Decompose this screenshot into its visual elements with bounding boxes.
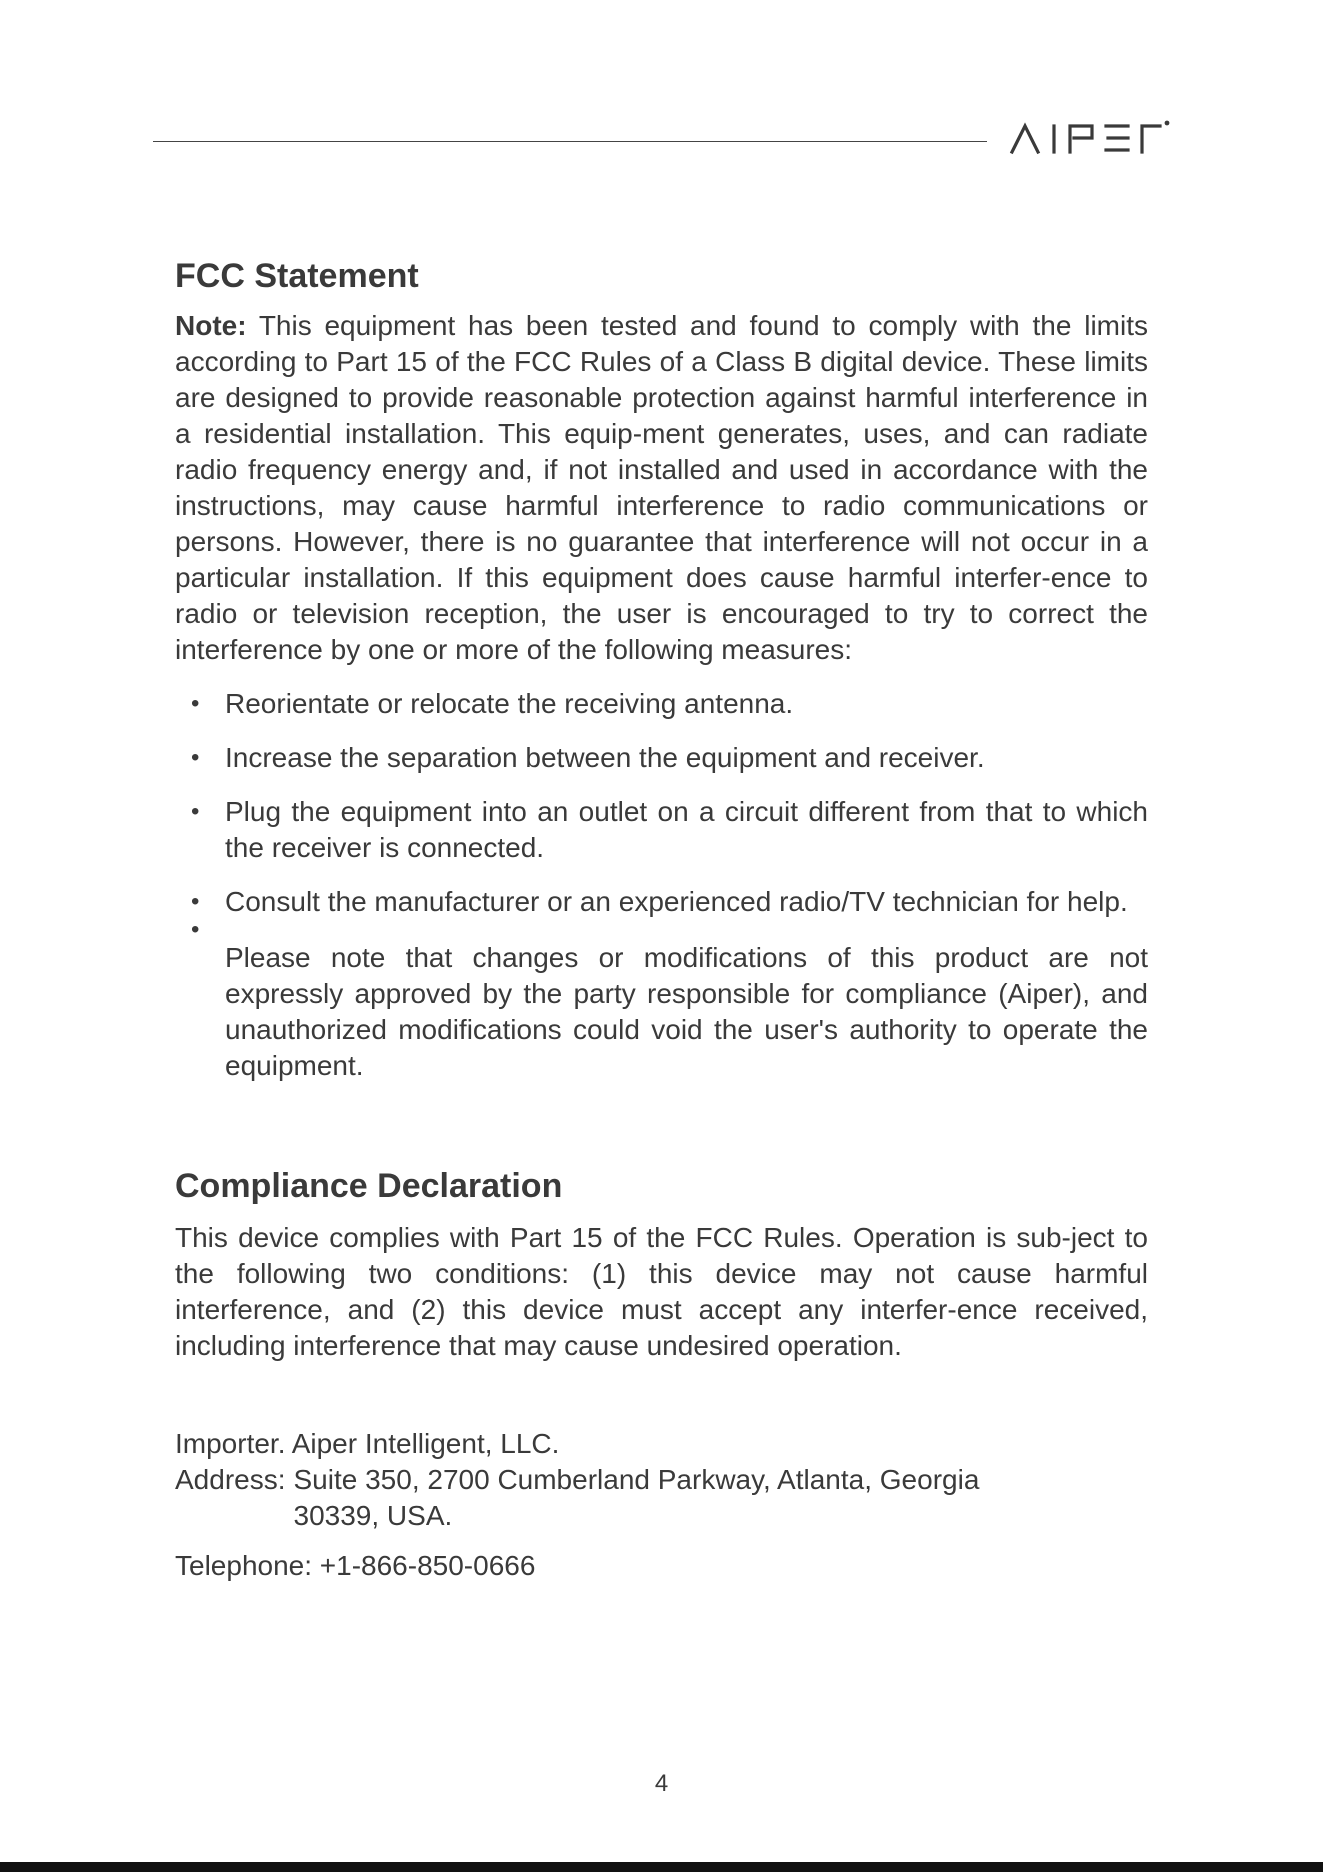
note-label: Note: <box>175 310 247 341</box>
address-lines <box>286 1462 980 1534</box>
fcc-statement-heading: FCC Statement <box>175 257 419 295</box>
list-item: • Increase the separation between the equipment and receiver. <box>225 740 1148 776</box>
fcc-note-paragraph <box>175 308 1148 668</box>
contact-block <box>175 1426 1148 1584</box>
note-text: This equipment has been tested and found to comply with the limits according to Part 15 of the FCC Rules of a Class B digital device. These limits are designed to provide reasonable protection against harmful interference in a residential installation. This equip-ment generates, uses, and can radiate radio frequency energy and, if not installed and used in accordance with the instructions, may cause harmful interference to radio communications or persons. However, there is no guarantee that interference will not occur in a particular installation. If this equipment does cause harmful interfer-ence to radio or television reception, the user is encouraged to try to correct the interference by one or more of the following measures: <box>175 310 1148 665</box>
telephone-line: Telephone: +1-866-850-0666 <box>175 1550 536 1581</box>
importer-line: Importer. Aiper Intelligent, LLC. <box>175 1428 560 1459</box>
list-item: • Consult the manufacturer or an experienced radio/TV technician for help. <box>225 884 1148 920</box>
measures-list <box>175 686 1148 940</box>
address-line-2: 30339, USA. <box>293 1500 453 1531</box>
page-content <box>175 250 1148 1584</box>
list-item: • Reorientate or relocate the receiving antenna. <box>225 686 1148 722</box>
bottom-edge <box>0 1862 1323 1872</box>
header-divider <box>153 141 987 142</box>
compliance-declaration-heading: Compliance Declaration <box>175 1167 563 1205</box>
list-item: • Plug the equipment into an outlet on a circuit different from that to which the receiver is connected. <box>225 794 1148 866</box>
address-row <box>175 1462 1148 1534</box>
compliance-paragraph: This device complies with Part 15 of the FCC Rules. Operation is sub-ject to the following two conditions: (1) this device may not cause harmful interference, and (2) this device must accept any interfer-ence received, including interference that may cause undesired operation. <box>175 1222 1148 1361</box>
empty-bullet <box>225 920 1148 940</box>
address-line-1: Suite 350, 2700 Cumberland Parkway, Atlanta, Georgia <box>293 1464 980 1495</box>
please-note-paragraph: Please note that changes or modifications of this product are not expressly approved by the party responsible for compliance (Aiper), and unauthorized modifications could void the user's authority to operate the equipment. <box>225 942 1148 1081</box>
page-number: 4 <box>654 1770 669 1797</box>
address-label: Address: <box>175 1464 286 1495</box>
aiper-logo <box>1008 118 1170 158</box>
